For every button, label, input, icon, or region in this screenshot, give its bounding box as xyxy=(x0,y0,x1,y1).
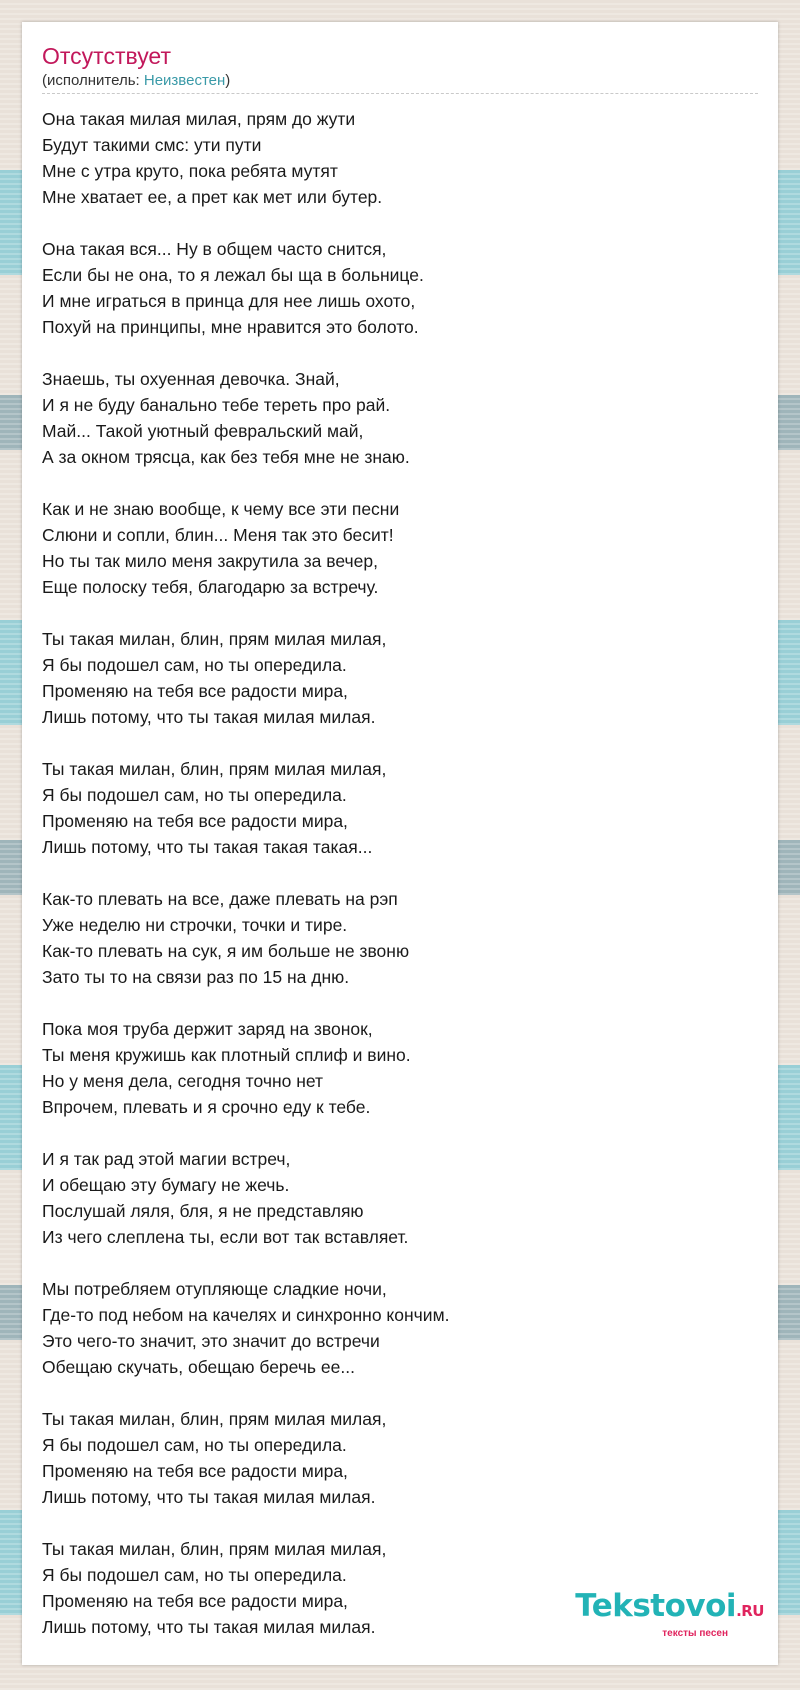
lyric-line: Ты такая милан, блин, прям милая милая, xyxy=(42,759,387,779)
lyric-line: Я бы подошел сам, но ты опередила. xyxy=(42,1565,347,1585)
lyric-line: Ты такая милан, блин, прям милая милая, xyxy=(42,1539,387,1559)
lyric-line: Променяю на тебя все радости мира, xyxy=(42,1461,348,1481)
lyrics-card xyxy=(22,22,778,1665)
lyric-line: Уже неделю ни строчки, точки и тире. xyxy=(42,915,348,935)
lyric-line: Ты меня кружишь как плотный сплиф и вино. xyxy=(42,1045,411,1065)
lyric-line: Променяю на тебя все радости мира, xyxy=(42,811,348,831)
lyric-line: Где-то под небом на качелях и синхронно кончим. xyxy=(42,1305,450,1325)
lyric-line: И я так рад этой магии встреч, xyxy=(42,1149,291,1169)
lyric-line: Лишь потому, что ты такая милая милая. xyxy=(42,1617,376,1637)
lyric-line: И обещаю эту бумагу не жечь. xyxy=(42,1175,290,1195)
lyric-line: Знаешь, ты охуенная девочка. Знай, xyxy=(42,369,340,389)
lyrics-body xyxy=(42,106,752,1666)
lyric-line: Мы потребляем отупляюще сладкие ночи, xyxy=(42,1279,387,1299)
lyric-line: Лишь потому, что ты такая такая такая... xyxy=(42,837,373,857)
lyric-line: Мне с утра круто, пока ребята мутят xyxy=(42,161,338,181)
lyric-line: Будут такими смс: ути пути xyxy=(42,135,262,155)
stanza xyxy=(42,496,752,600)
title-divider xyxy=(42,93,758,94)
lyric-line: Ты такая милан, блин, прям милая милая, xyxy=(42,629,387,649)
lyric-line: Я бы подошел сам, но ты опередила. xyxy=(42,655,347,675)
logo-tld: .RU xyxy=(736,1602,764,1620)
stanza xyxy=(42,106,752,210)
lyric-line: Это чего-то значит, это значит до встречи xyxy=(42,1331,380,1351)
lyric-line: И я не буду банально тебе тереть про рай. xyxy=(42,395,391,415)
lyric-line: Слюни и сопли, блин... Меня так это бесит! xyxy=(42,525,394,545)
lyric-line: Я бы подошел сам, но ты опередила. xyxy=(42,1435,347,1455)
lyric-line: Променяю на тебя все радости мира, xyxy=(42,1591,348,1611)
site-logo[interactable] xyxy=(575,1589,764,1639)
artist-suffix: ) xyxy=(225,72,231,89)
lyric-line: Но ты так мило меня закрутила за вечер, xyxy=(42,551,378,571)
lyric-line: Как и не знаю вообще, к чему все эти песни xyxy=(42,499,400,519)
stanza xyxy=(42,886,752,990)
lyric-line: Мне хватает ее, а прет как мет или бутер. xyxy=(42,187,383,207)
logo-tagline: тексты песен xyxy=(662,1628,728,1639)
lyric-line: Лишь потому, что ты такая милая милая. xyxy=(42,1487,376,1507)
stanza xyxy=(42,626,752,730)
lyric-line: Променяю на тебя все радости мира, xyxy=(42,681,348,701)
lyric-line: Но у меня дела, сегодня точно нет xyxy=(42,1071,324,1091)
lyric-line: Лишь потому, что ты такая милая милая. xyxy=(42,707,376,727)
artist-link[interactable]: Неизвестен xyxy=(143,72,226,89)
lyric-line: Похуй на принципы, мне нравится это болото. xyxy=(42,317,419,337)
lyric-line: Я бы подошел сам, но ты опередила. xyxy=(42,785,347,805)
lyric-line: Если бы не она, то я лежал бы ща в больнице. xyxy=(42,265,424,285)
lyric-line: Пока моя труба держит заряд на звонок, xyxy=(42,1019,373,1039)
lyric-line: Зато ты то на связи раз по 15 на дню. xyxy=(42,967,350,987)
lyric-line: Обещаю скучать, обещаю беречь ее... xyxy=(42,1357,355,1377)
lyric-line: А за окном трясца, как без тебя мне не знаю. xyxy=(42,447,410,467)
lyric-line: Послушай ляля, бля, я не представляю xyxy=(42,1201,364,1221)
lyric-line: И мне играться в принца для нее лишь охото, xyxy=(42,291,416,311)
lyric-line: Как-то плевать на сук, я им больше не звоню xyxy=(42,941,410,961)
lyric-line: Май... Такой уютный февральский май, xyxy=(42,421,364,441)
stanza xyxy=(42,366,752,470)
stanza xyxy=(42,1016,752,1120)
stanza xyxy=(42,756,752,860)
stanza xyxy=(42,236,752,340)
lyric-line: Ты такая милан, блин, прям милая милая, xyxy=(42,1409,387,1429)
stanza xyxy=(42,1146,752,1250)
logo-text: Tekstovoi xyxy=(575,1588,737,1624)
stanza xyxy=(42,1276,752,1380)
lyric-line: Еще полоску тебя, благодарю за встречу. xyxy=(42,577,379,597)
lyric-line: Впрочем, плевать и я срочно еду к тебе. xyxy=(42,1097,371,1117)
stanza xyxy=(42,1406,752,1510)
lyric-line: Как-то плевать на все, даже плевать на рэп xyxy=(42,889,398,909)
lyric-line: Из чего слеплена ты, если вот так вставляет. xyxy=(42,1227,409,1247)
song-title: Отсутствует xyxy=(42,43,171,69)
artist-line xyxy=(42,72,230,90)
lyric-line: Она такая милая милая, прям до жути xyxy=(42,109,356,129)
lyric-line: Она такая вся... Ну в общем часто снится, xyxy=(42,239,387,259)
artist-prefix: (исполнитель: xyxy=(42,72,144,89)
